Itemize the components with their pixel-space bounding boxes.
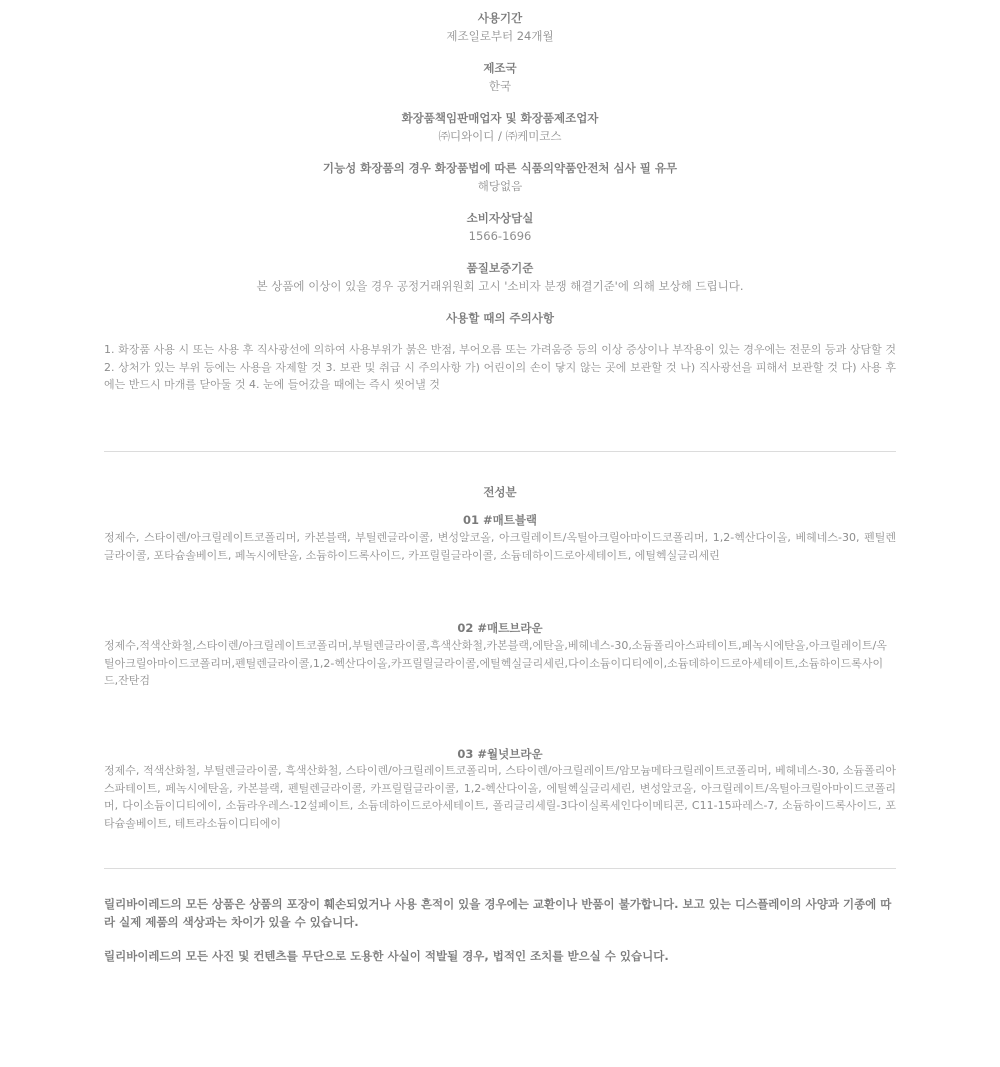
notice-copyright: 릴리바이레드의 모든 사진 및 컨텐츠를 무단으로 도용한 사실이 적발될 경우, 법적인 조치를 받으실 수 있습니다. <box>104 949 669 963</box>
info-label: 기능성 화장품의 경우 화장품법에 따른 식품의약품안전처 심사 필 유무 <box>322 161 678 175</box>
info-value: 제조일로부터 24개월 <box>446 29 554 43</box>
info-usage-period <box>104 9 896 45</box>
info-value: ㈜디와이디 / ㈜케미코스 <box>438 129 562 143</box>
info-country <box>104 59 896 95</box>
divider <box>104 451 896 452</box>
divider <box>104 868 896 869</box>
info-label: 제조국 <box>483 61 517 75</box>
info-functional-review <box>104 159 896 195</box>
info-value: 1566-1696 <box>468 229 532 243</box>
caution-title: 사용할 때의 주의사항 <box>446 311 554 325</box>
info-value: 해당없음 <box>477 179 523 193</box>
info-label: 사용기간 <box>477 11 523 25</box>
ingredient-shade-name: 01 #매트블랙 <box>462 513 538 527</box>
ingredient-list: 정제수,적색산화철,스타이렌/아크릴레이트코폴리머,부틸렌글라이콜,흑색산화철,카본블랙,에탄올,베헤네스-30,소듐폴리아스파테이트,페녹시에탄올,아크릴레이트/옥틸아크릴아마이드코폴리머,펜틸렌글라이콜,1,2-헥산다이올,카프릴릴글라이콜,에틸헥실글리세린,다이소듐이디티에이,소듐데하이드로아세테이트,소듐하이드록사이드,잔탄검 <box>104 639 887 687</box>
ingredients-title: 전성분 <box>483 485 517 499</box>
caution-text: 1. 화장품 사용 시 또는 사용 후 직사광선에 의하여 사용부위가 붉은 반점, 부어오름 또는 가려움증 등의 이상 증상이나 부작용이 있는 경우에는 전문의 등과 상담할 것 2. 상처가 있는 부위 등에는 사용을 자제할 것 3. 보관 및 취급 시 주의사항 가) 어린이의 손이 닿지 않는 곳에 보관할 것 나) 직사광선을 피해서 보관할 것 다) 사용 후에는 반드시 마개를 닫아둘 것 4. 눈에 들어갔을 때에는 즉시 씻어낼 것 <box>104 343 896 391</box>
info-label: 소비자상담실 <box>466 211 534 225</box>
info-value: 한국 <box>488 79 512 93</box>
ingredient-list: 정제수, 적색산화철, 부틸렌글라이콜, 흑색산화철, 스타이렌/아크릴레이트코폴리머, 스타이렌/아크릴레이트/암모늄메타크릴레이트코폴리머, 베헤네스-30, 소듐폴리아스파테이트, 페녹시에탄올, 카본블랙, 펜틸렌글라이콜, 카프릴릴글라이콜, 1,2-헥산다이올, 에틸헥실글리세린, 변성알코올, 아크릴레이트/옥틸아크릴아마이드코폴리머, 다이소듐이디티에이, 소듐라우레스-12설페이트, 소듐데하이드로아세테이트, 폴리글리세릴-3다이실록세인다이메티콘, C11-15파레스-7, 소듐하이드록사이드, 포타슘솔베이트, 테트라소듐이디티에이 <box>104 764 896 830</box>
notice-exchange-policy: 릴리바이레드의 모든 상품은 상품의 포장이 훼손되었거나 사용 흔적이 있을 경우에는 교환이나 반품이 불가합니다. 보고 있는 디스플레이의 사양과 기종에 따라 실제 제품의 색상과는 차이가 있을 수 있습니다. <box>104 897 892 929</box>
ingredient-shade-name: 02 #매트브라운 <box>457 621 543 635</box>
info-label: 화장품책임판매업자 및 화장품제조업자 <box>401 111 599 125</box>
info-quality-standard <box>104 259 896 295</box>
info-manufacturer <box>104 109 896 145</box>
ingredient-shade-name: 03 #월넛브라운 <box>457 747 543 761</box>
info-value: 본 상품에 이상이 있을 경우 공정거래위원회 고시 '소비자 분쟁 해결기준'에 의해 보상해 드립니다. <box>256 279 744 293</box>
ingredient-list: 정제수, 스타이렌/아크릴레이트코폴리머, 카본블랙, 부틸렌글라이콜, 변성알코올, 아크릴레이트/옥틸아크릴아마이드코폴리머, 1,2-헥산다이올, 베헤네스-30, 펜틸렌글라이콜, 포타슘솔베이트, 페녹시에탄올, 소듐하이드록사이드, 카프릴릴글라이콜, 소듐데하이드로아세테이트, 에틸헥실글리세린 <box>104 531 896 562</box>
info-label: 품질보증기준 <box>466 261 534 275</box>
info-consumer-center <box>104 209 896 245</box>
